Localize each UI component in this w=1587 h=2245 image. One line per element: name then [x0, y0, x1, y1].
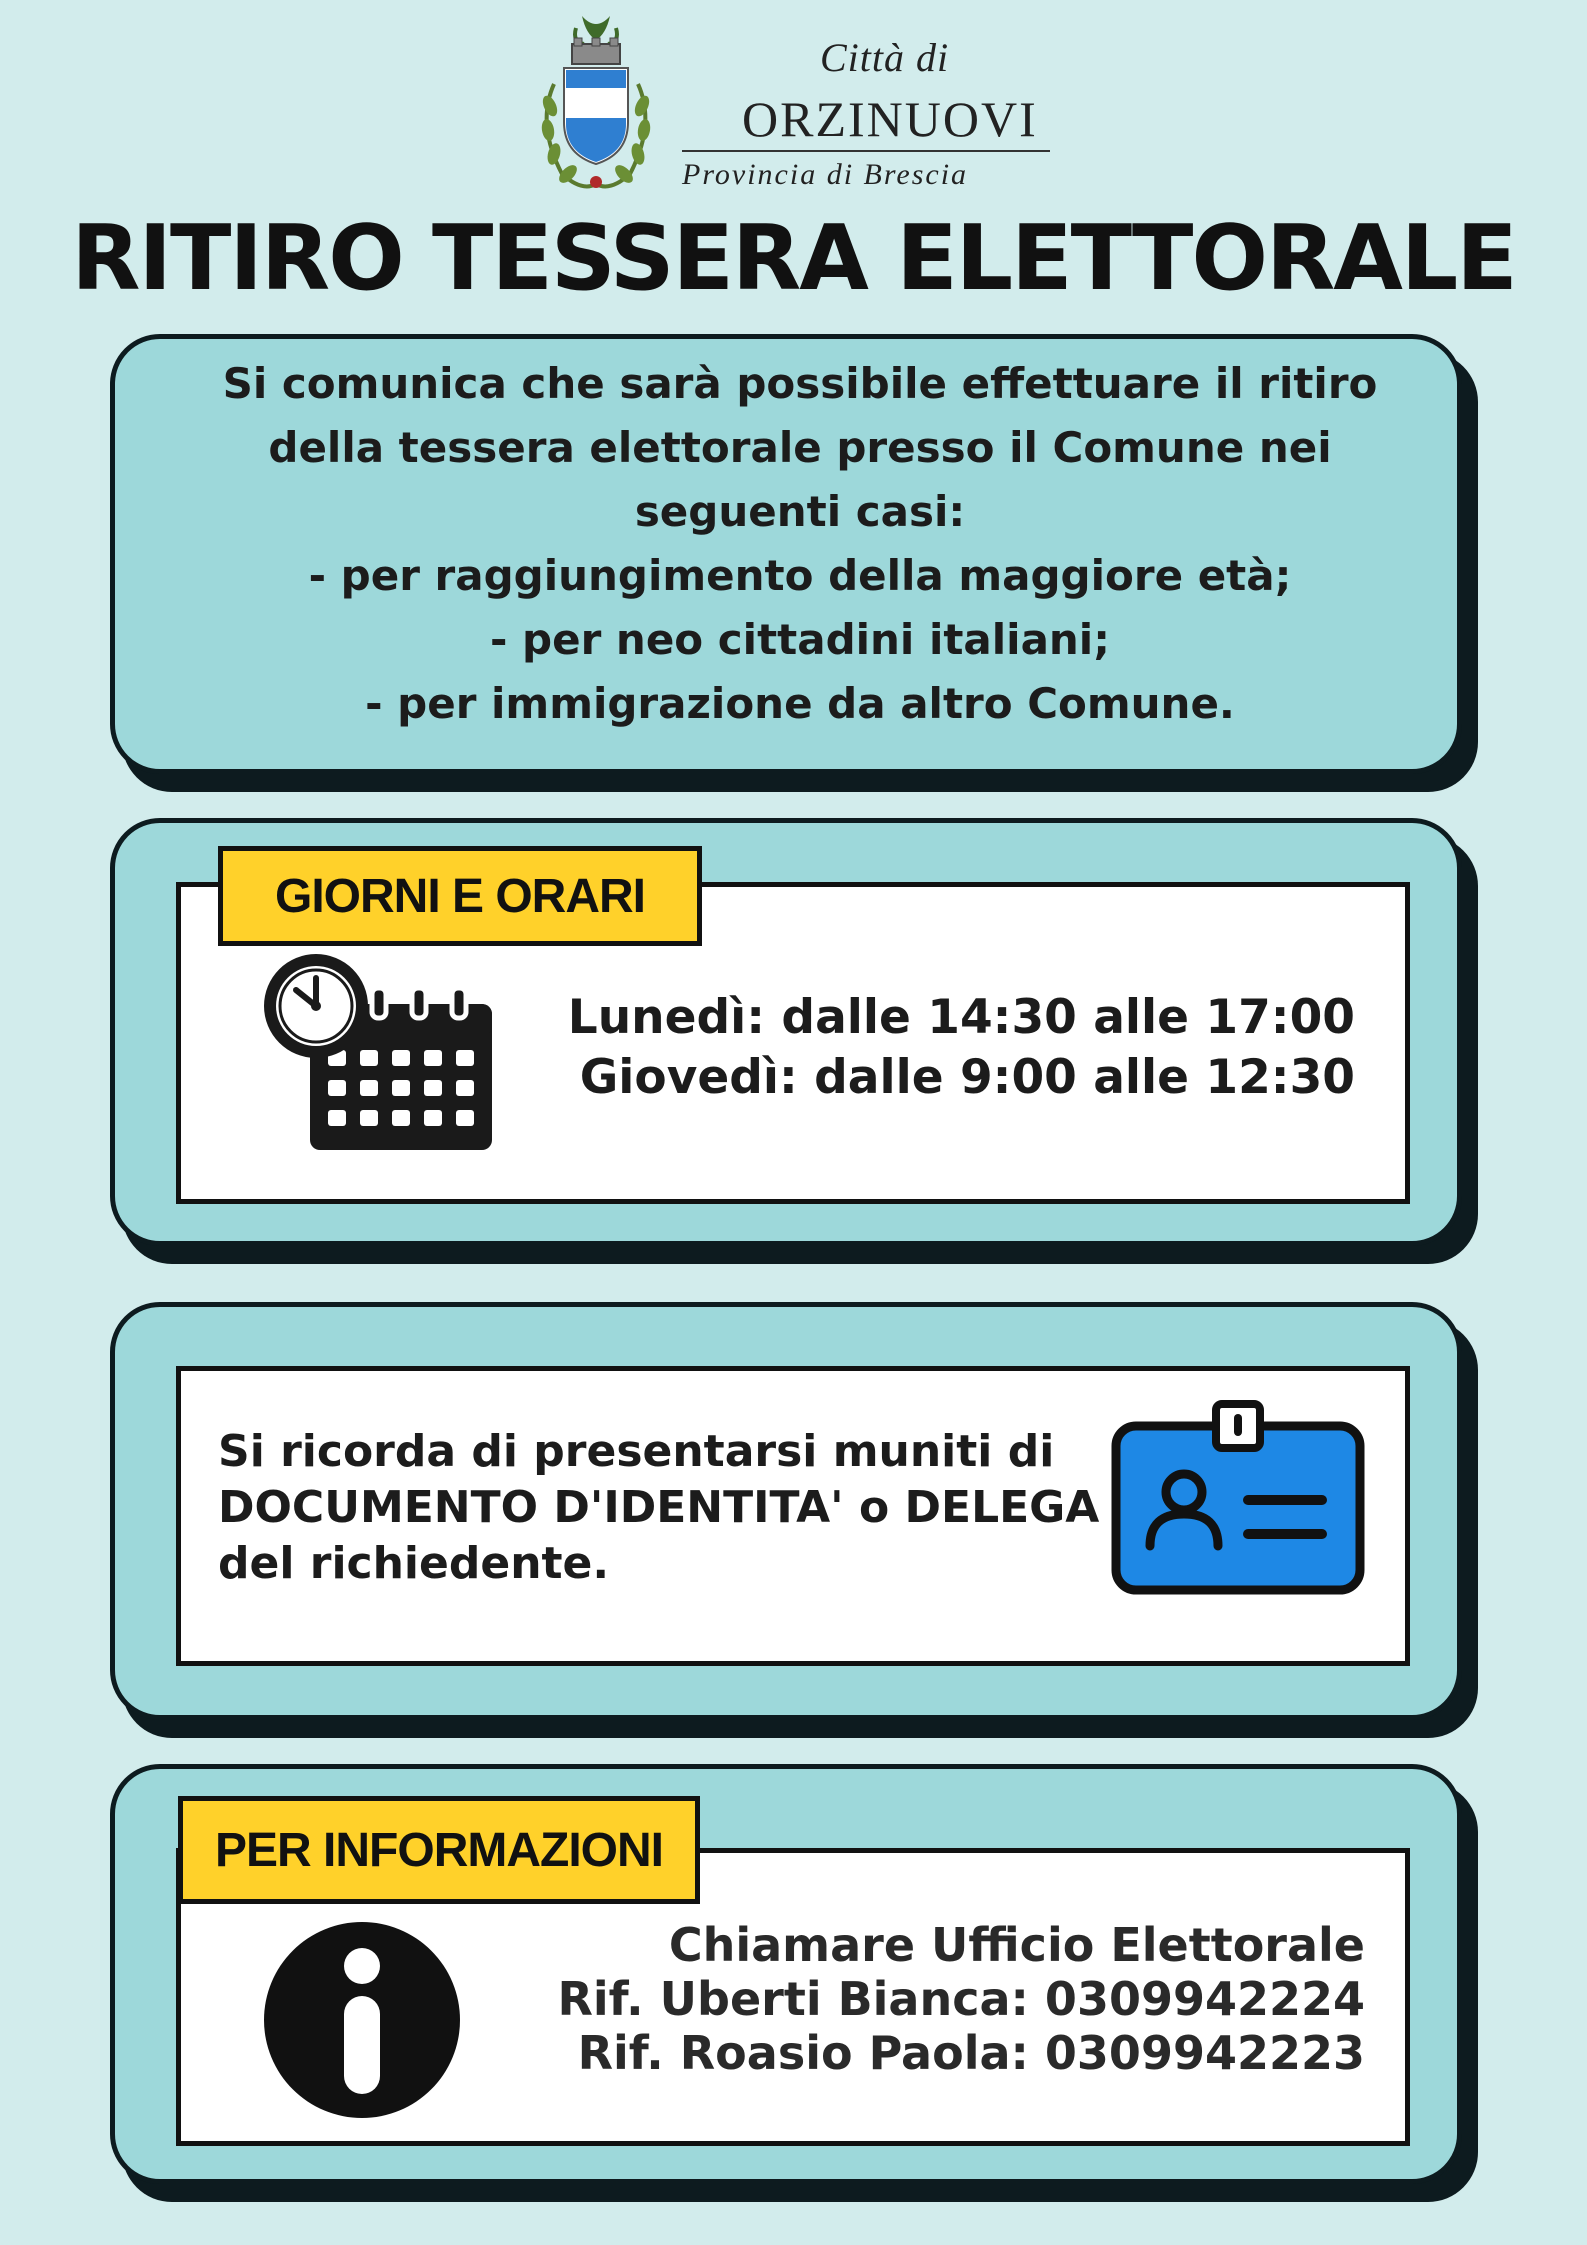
intro-line: della tessera elettorale presso il Comune nei	[268, 423, 1332, 472]
reminder-line: Si ricorda di presentarsi muniti di	[218, 1426, 1055, 1477]
intro-line: - per immigrazione da altro Comune.	[365, 679, 1235, 728]
city-logo	[680, 0, 1060, 200]
intro-text	[150, 352, 1450, 736]
schedule-hours	[568, 988, 1355, 1108]
contact-roasio: Rif. Roasio Paola: 0309942223	[577, 2026, 1365, 2080]
logo-line-city: Città di	[820, 35, 950, 80]
reminder-text	[218, 1424, 1099, 1592]
logo-line-name: ORZINUOVI	[742, 91, 1038, 147]
intro-line: - per raggiungimento della maggiore età;	[308, 551, 1292, 600]
info-tag: PER INFORMAZIONI	[178, 1796, 700, 1904]
schedule-tag: GIORNI E ORARI	[218, 846, 702, 946]
hours-line-monday: Lunedì: dalle 14:30 alle 17:00	[567, 990, 1355, 1045]
intro-line: Si comunica che sarà possibile effettuare il ritiro	[222, 359, 1378, 408]
clock-calendar-icon	[262, 952, 494, 1152]
reminder-line: DOCUMENTO D'IDENTITA' o DELEGA	[218, 1482, 1100, 1533]
contact-uberti: Rif. Uberti Bianca: 0309942224	[557, 1972, 1365, 2026]
hours-line-thursday: Giovedì: dalle 9:00 alle 12:30	[579, 1050, 1355, 1105]
info-icon	[262, 1920, 462, 2120]
logo-line-province: Provincia di Brescia	[682, 158, 969, 191]
contact-office: Chiamare Ufficio Elettorale	[668, 1918, 1365, 1972]
page-title: RITIRO TESSERA ELETTORALE	[71, 206, 1516, 311]
id-card-icon	[1110, 1400, 1366, 1596]
info-contacts	[557, 1918, 1365, 2080]
intro-line: - per neo cittadini italiani;	[489, 615, 1110, 664]
city-crest-emblem	[532, 14, 660, 194]
intro-line: seguenti casi:	[634, 487, 966, 536]
reminder-line: del richiedente.	[218, 1538, 610, 1589]
logo-divider	[682, 150, 1050, 152]
